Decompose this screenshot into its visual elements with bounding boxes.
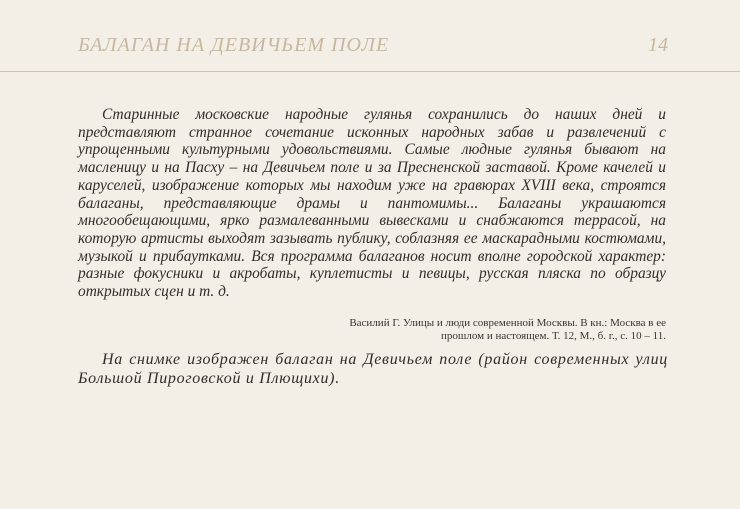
running-title: БАЛАГАН НА ДЕВИЧЬЕМ ПОЛЕ (78, 34, 390, 56)
photo-caption: На снимке изображен балаган на Девичьем поле (район современных улиц Большой Пироговской и Плющихи). (78, 351, 668, 387)
source-line-1: Василий Г. Улицы и люди современной Москвы. В кн.: Москва в ее (349, 317, 666, 329)
header-rule (0, 71, 740, 72)
source-line-2: прошлом и настоящем. Т. 12, М., б. г., с. 10 – 11. (441, 330, 666, 342)
page-header (78, 34, 670, 60)
quote-paragraph: Старинные московские народные гулянья сохранились до наших дней и представляют странное сочетание исконных народных забав и развлечений с упрощенными культурными удовольствиями. Самые людные гулянья бывают на масленицу и на Пасху – на Девичьем поле и за Пресненской заставой. Кроме качелей и каруселей, изображение которых мы находим уже на гравюрах XVIII века, строятся балаганы, представляющие драмы и пантомимы... Балаганы украшаются многообещающими, ярко размалеванными вывесками и снабжаются террасой, на которую артисты выходят зазывать публику, соблазняя ее маскарадными костюмами, музыкой и прибаутками. Вся программа балаганов носит вполне городской характер: разные фокусники и акробаты, куплетисты и певицы, русская пляска по образцу открытых сцен и т. д. (78, 106, 666, 301)
page-number: 14 (648, 34, 668, 56)
source-citation (250, 317, 666, 343)
